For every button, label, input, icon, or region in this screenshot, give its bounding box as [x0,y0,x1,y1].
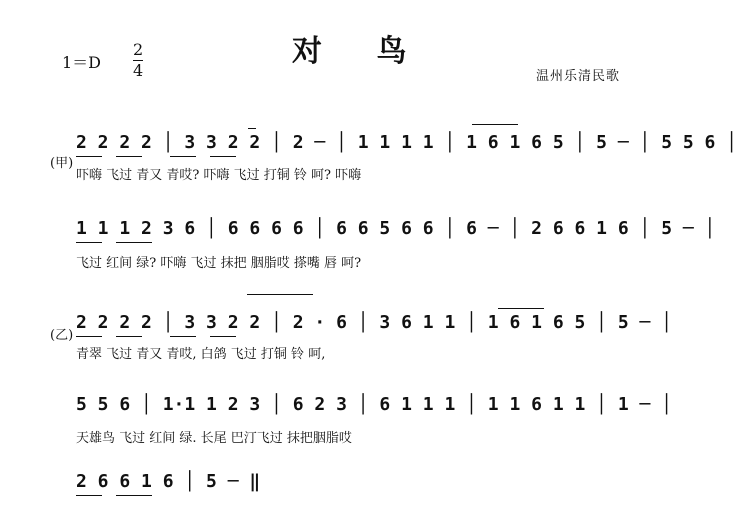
part-label-yi: (乙) [50,328,74,343]
beam [170,336,196,337]
notation-line-4: 5 5 6 │ 1·1 1 2 3 │ 6 2 3 │ 6 1 1 1 │ 1 1 6 1 1 │ 1 ─ │ [76,394,673,415]
beam [76,336,102,337]
beam [116,156,142,157]
slur-mark [247,294,313,295]
time-signature [133,40,143,81]
lyrics-line-1: 吓嗨 飞过 青又 青哎? 吓嗨 飞过 打铜 铃 呵? 吓嗨 [76,168,362,183]
notation-line-3: 2 2 2 2 │ 3 3 2 2 │ 2 · 6 │ 3 6 1 1 │ 1 6 1 6 5 │ 5 ─ │ [76,312,673,333]
beam [76,242,102,243]
song-source: 温州乐清民歌 [536,69,621,84]
song-title: 对 鸟 [292,34,429,69]
time-signature-bottom: 4 [133,61,144,80]
lyrics-line-2: 飞过 红间 绿? 吓嗨 飞过 抹把 胭脂哎 搽嘴 唇 呵? [76,256,362,271]
lyrics-line-4: 天雄鸟 飞过 红间 绿. 长尾 巴汀飞过 抹把胭脂哎 [76,431,352,446]
beam [210,336,236,337]
slur-mark [472,124,518,125]
tie-mark [248,128,256,129]
notation-line-2: 1 1 1 2 3 6 │ 6 6 6 6 │ 6 6 5 6 6 │ 6 ─ │ 2 6 6 1 6 │ 5 ─ │ [76,218,716,239]
beam [116,495,152,496]
beam [76,156,102,157]
slur-mark [498,308,544,309]
notation-line-1: 2 2 2 2 │ 3 3 2 2 │ 2 ─ │ 1 1 1 1 │ 1 6 1 6 5 │ 5 ─ │ 5 5 6 │ [76,132,737,153]
beam [116,336,142,337]
beam [76,495,102,496]
beam [170,156,196,157]
notation-line-5: 2 6 6 1 6 │ 5 ─ ‖ [76,471,261,492]
key-signature: 1＝D [62,53,102,72]
beam [116,242,152,243]
lyrics-line-3: 青翠 飞过 青又 青哎, 白鸽 飞过 打铜 铃 呵, [76,347,326,362]
part-label-jia: (甲) [50,156,74,171]
beam [210,156,236,157]
time-signature-top: 2 [133,40,144,59]
